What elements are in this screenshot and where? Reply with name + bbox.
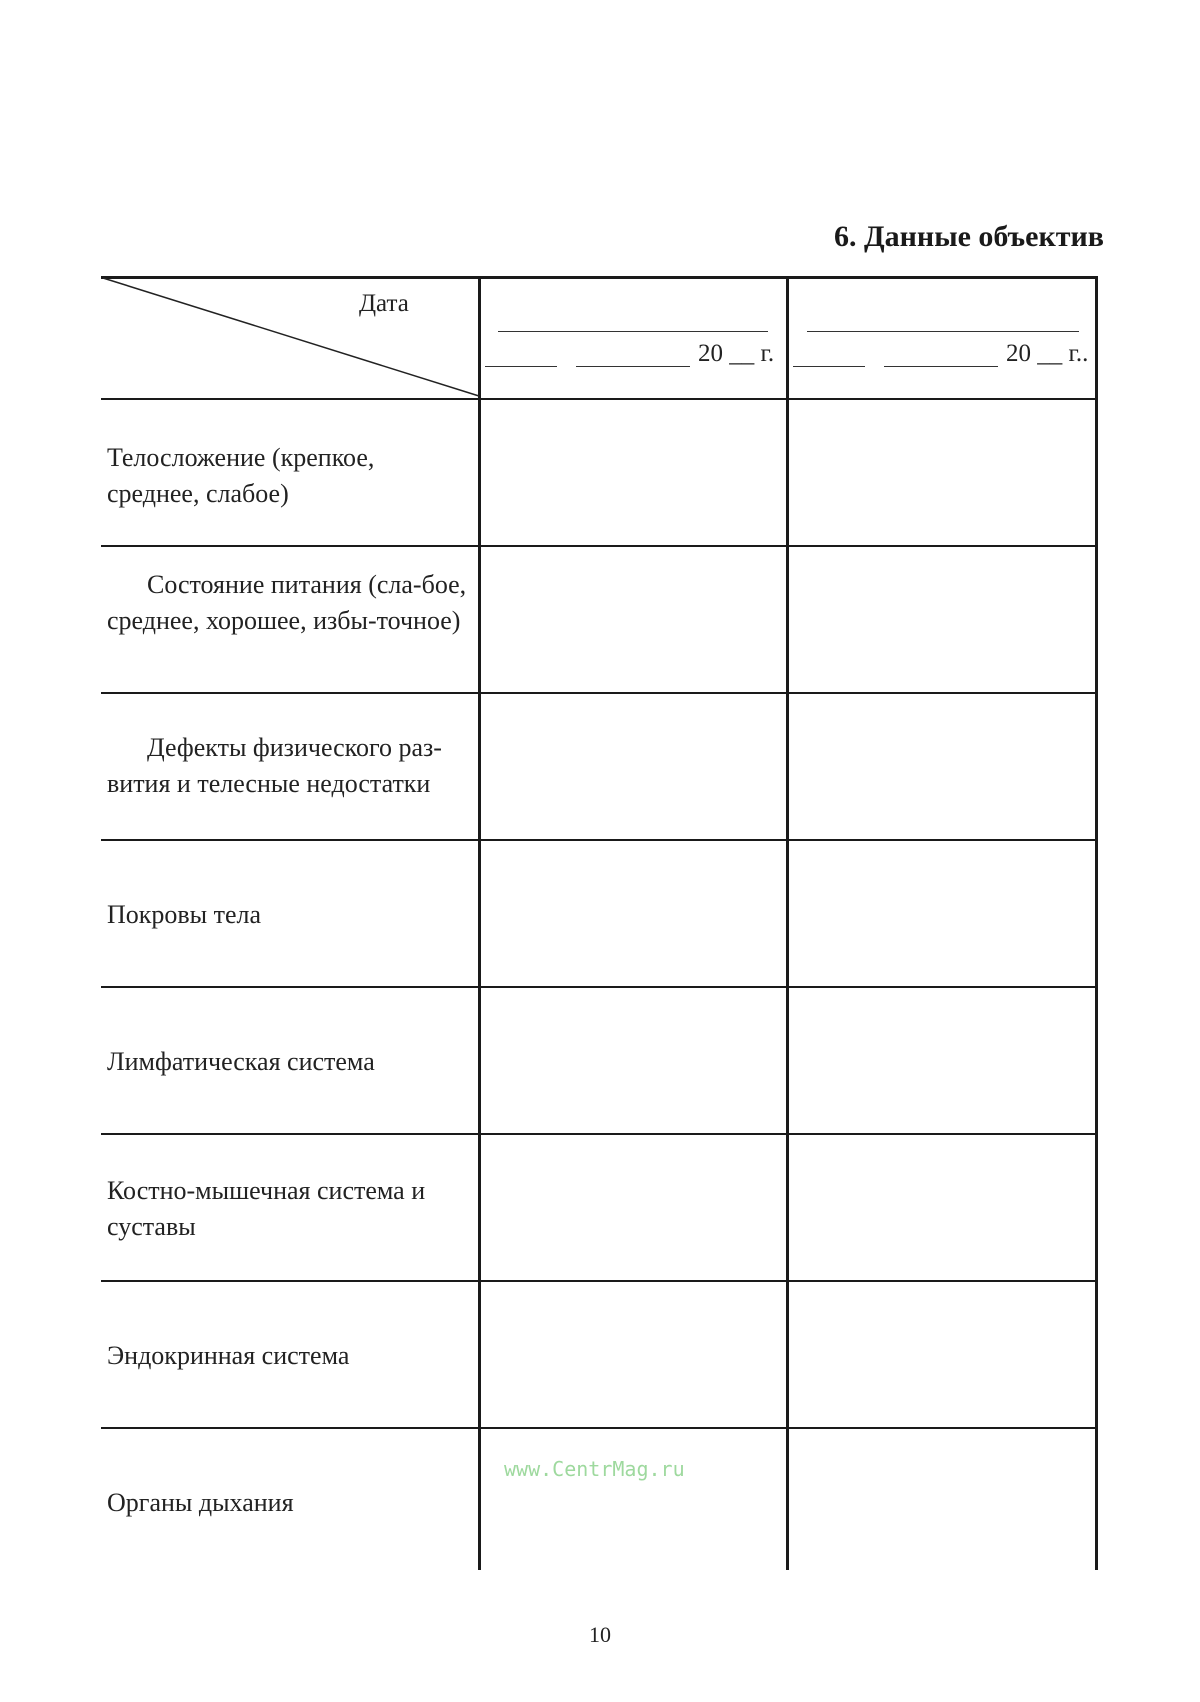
row-label: Дефекты физического раз-вития и телесные недостатки <box>107 733 442 798</box>
blank-line <box>485 366 557 367</box>
blank-line <box>793 366 865 367</box>
table-row <box>101 400 478 545</box>
blank-line <box>884 366 998 367</box>
row-label: Лимфатическая система <box>107 1047 375 1076</box>
date-header-label: Дата <box>359 290 409 317</box>
column-rule <box>786 276 789 1570</box>
row-label: Костно-мышечная система и суставы <box>107 1176 426 1241</box>
year-field: 20 __ г.. <box>1006 340 1089 367</box>
row-label: Органы дыхания <box>107 1488 294 1517</box>
blank-line <box>576 366 690 367</box>
column-rule <box>1095 276 1098 1570</box>
date-cell-2 <box>789 276 1095 398</box>
row-label: Эндокринная система <box>107 1341 350 1370</box>
section-title: 6. Данные объектив <box>833 220 1104 253</box>
blank-line <box>807 331 1079 332</box>
table-row <box>101 694 478 839</box>
year-field: 20 __ г. <box>698 340 775 367</box>
table-row <box>101 1282 478 1427</box>
row-label: Покровы тела <box>107 900 262 929</box>
column-rule <box>478 276 481 1570</box>
table-row <box>101 547 478 692</box>
page-number: 10 <box>589 1622 611 1647</box>
table-row <box>101 988 478 1133</box>
watermark-text: www.CentrMag.ru <box>504 1457 685 1481</box>
table-row <box>101 1135 478 1280</box>
blank-line <box>498 331 768 332</box>
objective-data-table <box>101 276 1098 1570</box>
row-label: Состояние питания (сла-бое, среднее, хорошее, избы-точное) <box>107 570 467 635</box>
table-row <box>101 841 478 986</box>
table-row <box>101 1429 478 1570</box>
date-cell-1 <box>481 276 786 398</box>
row-label: Телосложение (крепкое, среднее, слабое) <box>107 443 375 508</box>
header-diagonal <box>101 276 481 398</box>
